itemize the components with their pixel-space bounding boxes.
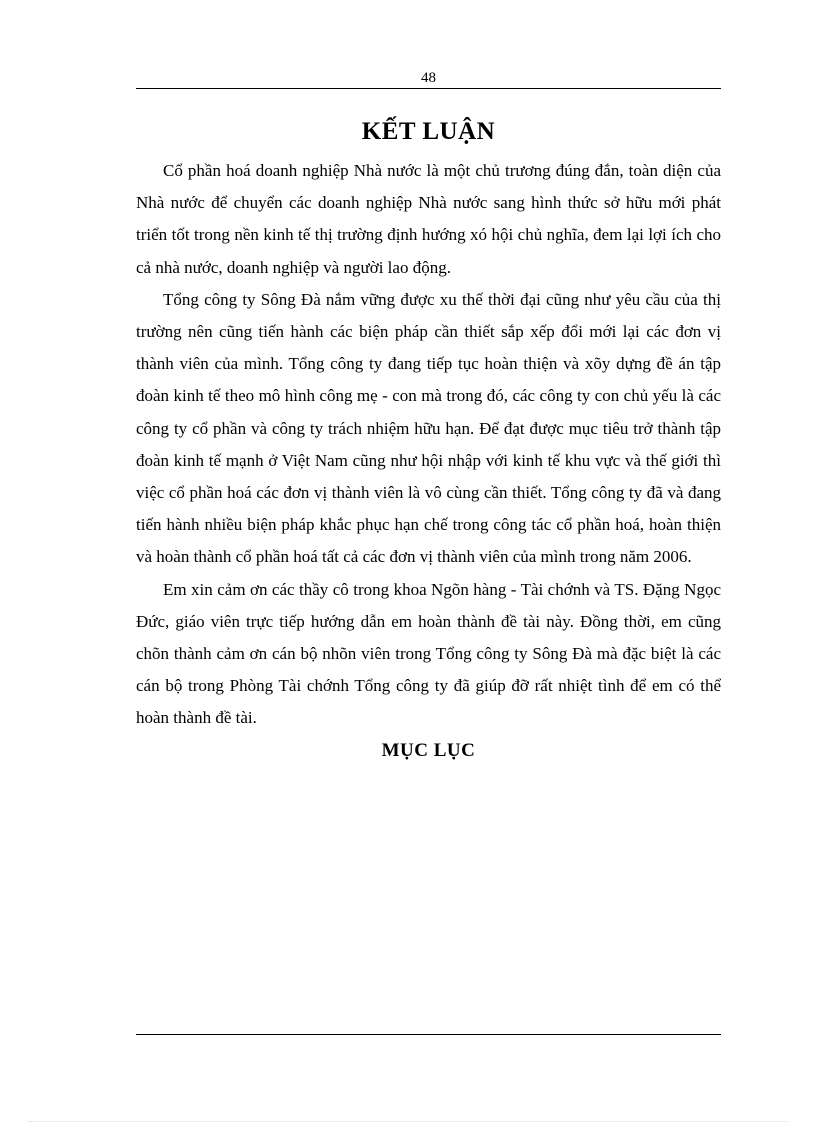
paragraph-intro: Cổ phần hoá doanh nghiệp Nhà nước là một chủ trương đúng đắn, toàn diện của Nhà nước để chuyển các doanh nghiệp Nhà nước sang hình thức sở hữu mới phát triển tốt trong nền kinh tế thị trường định hướng xó hội chủ nghĩa, đem lại lợi ích cho cả nhà nước, doanh nghiệp và người lao động. bbox=[136, 161, 721, 277]
paragraph-song-da: Tổng công ty Sông Đà nắm vững được xu thế thời đại cũng như yêu cầu của thị trường nên cũng tiến hành các biện pháp cần thiết sắp xếp đổi mới lại các đơn vị thành viên của mình. Tổng công ty đang tiếp tục hoàn thiện và xõy dựng đề án tập đoàn kinh tế theo mô hình công mẹ - con mà trong đó, các công ty con chủ yếu là các công ty cổ phần và công ty trách nhiệm hữu hạn. Để đạt được mục tiêu trở thành tập đoàn kinh tế mạnh ở Việt Nam cũng như hội nhập với kinh tế khu vực và thế giới thì việc cổ phần hoá các đơn vị thành viên là vô cùng cần thiết. Tổng công ty đã và đang tiến hành nhiều biện pháp khắc phục hạn chế trong công tác cổ phần hoá, hoàn thiện và hoàn thành cổ phần hoá tất cả các đơn vị thành viên của mình trong năm 2006. bbox=[136, 289, 721, 567]
toc-title: MỤC LỤC bbox=[381, 739, 476, 761]
section-title: KẾT LUẬN bbox=[361, 118, 496, 145]
page-number: 48 bbox=[421, 70, 436, 86]
footer-rule bbox=[136, 1034, 721, 1035]
body-text bbox=[136, 155, 721, 767]
paragraph-acknowledgement: Em xin cảm ơn các thầy cô trong khoa Ngõn hàng - Tài chớnh và TS. Đặng Ngọc Đức, giáo viên trực tiếp hướng dẫn em hoàn thành đề tài này. Đồng thời, em cũng chõn thành cảm ơn cán bộ nhõn viên trong Tổng công ty Sông Đà mà đặc biệt là các cán bộ trong Phòng Tài chớnh Tổng công ty đã giúp đỡ rất nhiệt tình để em có thể hoàn thành đề tài. bbox=[136, 579, 721, 728]
header-rule bbox=[136, 88, 721, 89]
page-edge bbox=[28, 1121, 788, 1122]
